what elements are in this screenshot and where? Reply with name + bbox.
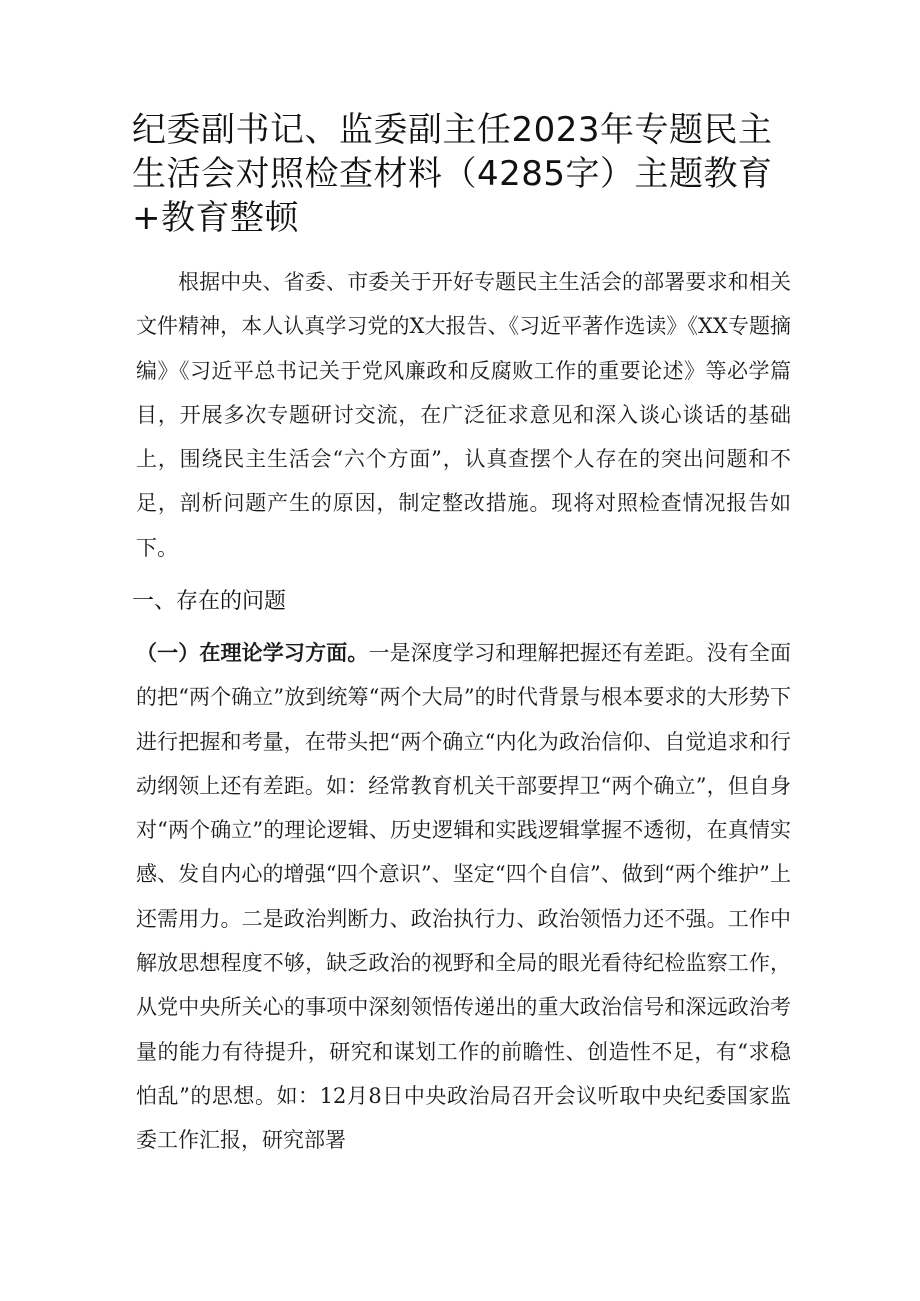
document-title: 纪委副书记、监委副主任2023年专题民主生活会对照检查材料（4285字）主题教育+教育整顿 bbox=[132, 110, 773, 238]
theory-study-paragraph bbox=[136, 631, 791, 1163]
theory-study-text: 一是深度学习和理解把握还有差距。没有全面的把“两个确立”放到统筹“两个大局”的时代背景与根本要求的大形势下进行把握和考量，在带头把“两个确立“内化为政治信仰、自觉追求和行动纲领上还有差距。如：经常教育机关干部要捍卫“两个确立”，但自身对“两个确立”的理论逻辑、历史逻辑和实践逻辑掌握不透彻，在真情实感、发自内心的增强“四个意识”、坚定“四个自信”、做到“两个维护”上还需用力。二是政治判断力、政治执行力、政治领悟力还不强。工作中解放思想程度不够，缺乏政治的视野和全局的眼光看待纪检监察工作，从党中央所关心的事项中深刻领悟传递出的重大政治信号和深远政治考量的能力有待提升，研究和谋划工作的前瞻性、创造性不足，有“求稳怕乱”的思想。如：12月8日中央政治局召开会议听取中央纪委国家监委工作汇报，研究部署 bbox=[136, 641, 792, 1153]
theory-study-lead: （一）在理论学习方面。 bbox=[136, 641, 369, 665]
intro-paragraph: 根据中央、省委、市委关于开好专题民主生活会的部署要求和相关文件精神，本人认真学习党的X大报告、《习近平著作选读》《XX专题摘编》《习近平总书记关于党风廉政和反腐败工作的重要论述》等必学篇目，开展多次专题研讨交流，在广泛征求意见和深入谈心谈话的基础上，围绕民主生活会“六个方面”，认真查摆个人存在的突出问题和不足，剖析问题产生的原因，制定整改措施。现将对照检查情况报告如下。 bbox=[136, 270, 791, 560]
section-heading-problems: 一、存在的问题 bbox=[132, 589, 287, 614]
